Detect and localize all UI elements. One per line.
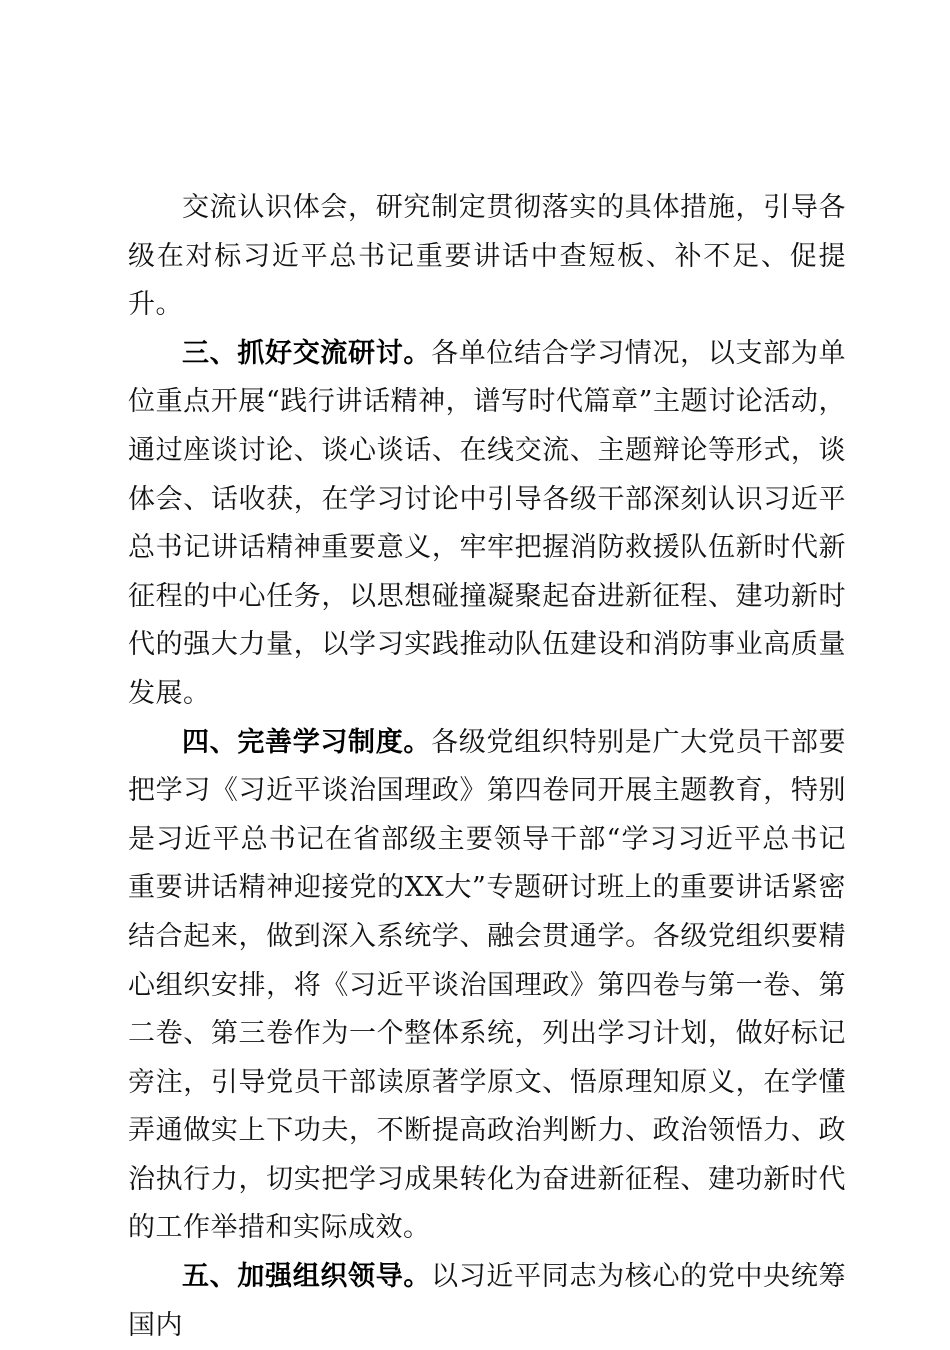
paragraph-text: 各级党组织特别是广大党员干部要把学习《习近平谈治国理政》第四卷同开展主题教育，特别是习近平总书记在省部级主要领导干部“学习习近平总书记重要讲话精神迎接党的XX大”专题研讨班上的重要讲话紧密结合起来，做到深入系统学、融会贯通学。各级党组织要精心组织安排，将《习近平谈治国理政》第四卷与第一卷、第二卷、第三卷作为一个整体系统，列出学习计划，做好标记旁注，引导党员干部读原著学原文、悟原理知原义，在学懂弄通做实上下功夫，不断提高政治判断力、政治领悟力、政治执行力，切实把学习成果转化为奋进新征程、建功新时代的工作举措和实际成效。 <box>128 726 847 1244</box>
section-heading-3: 三、抓好交流研讨。 <box>182 337 432 369</box>
paragraph-continuation <box>128 184 846 330</box>
paragraph-section-3 <box>128 330 846 719</box>
paragraph-text: 交流认识体会，研究制定贯彻落实的具体措施，引导各级在对标习近平总书记重要讲话中查短板、补不足、促提升。 <box>128 192 846 321</box>
paragraph-text: 各单位结合学习情况，以支部为单位重点开展“践行讲话精神，谱写时代篇章”主题讨论活动，通过座谈讨论、谈心谈话、在线交流、主题辩论等形式，谈体会、话收获，在学习讨论中引导各级干部深刻认识习近平总书记讲话精神重要意义，牢牢把握消防救援队伍新时代新征程的中心任务，以思想碰撞凝聚起奋进新征程、建功新时代的强大力量，以学习实践推动队伍建设和消防事业高质量发展。 <box>128 337 847 709</box>
section-heading-4: 四、完善学习制度。 <box>182 726 432 758</box>
paragraph-section-4 <box>128 719 846 1254</box>
section-heading-5: 五、加强组织领导。 <box>182 1261 432 1293</box>
paragraph-text: 以习近平同志为核心的党中央统筹国内 <box>128 1261 847 1341</box>
paragraph-section-5 <box>128 1253 846 1350</box>
document-body <box>128 184 846 1350</box>
